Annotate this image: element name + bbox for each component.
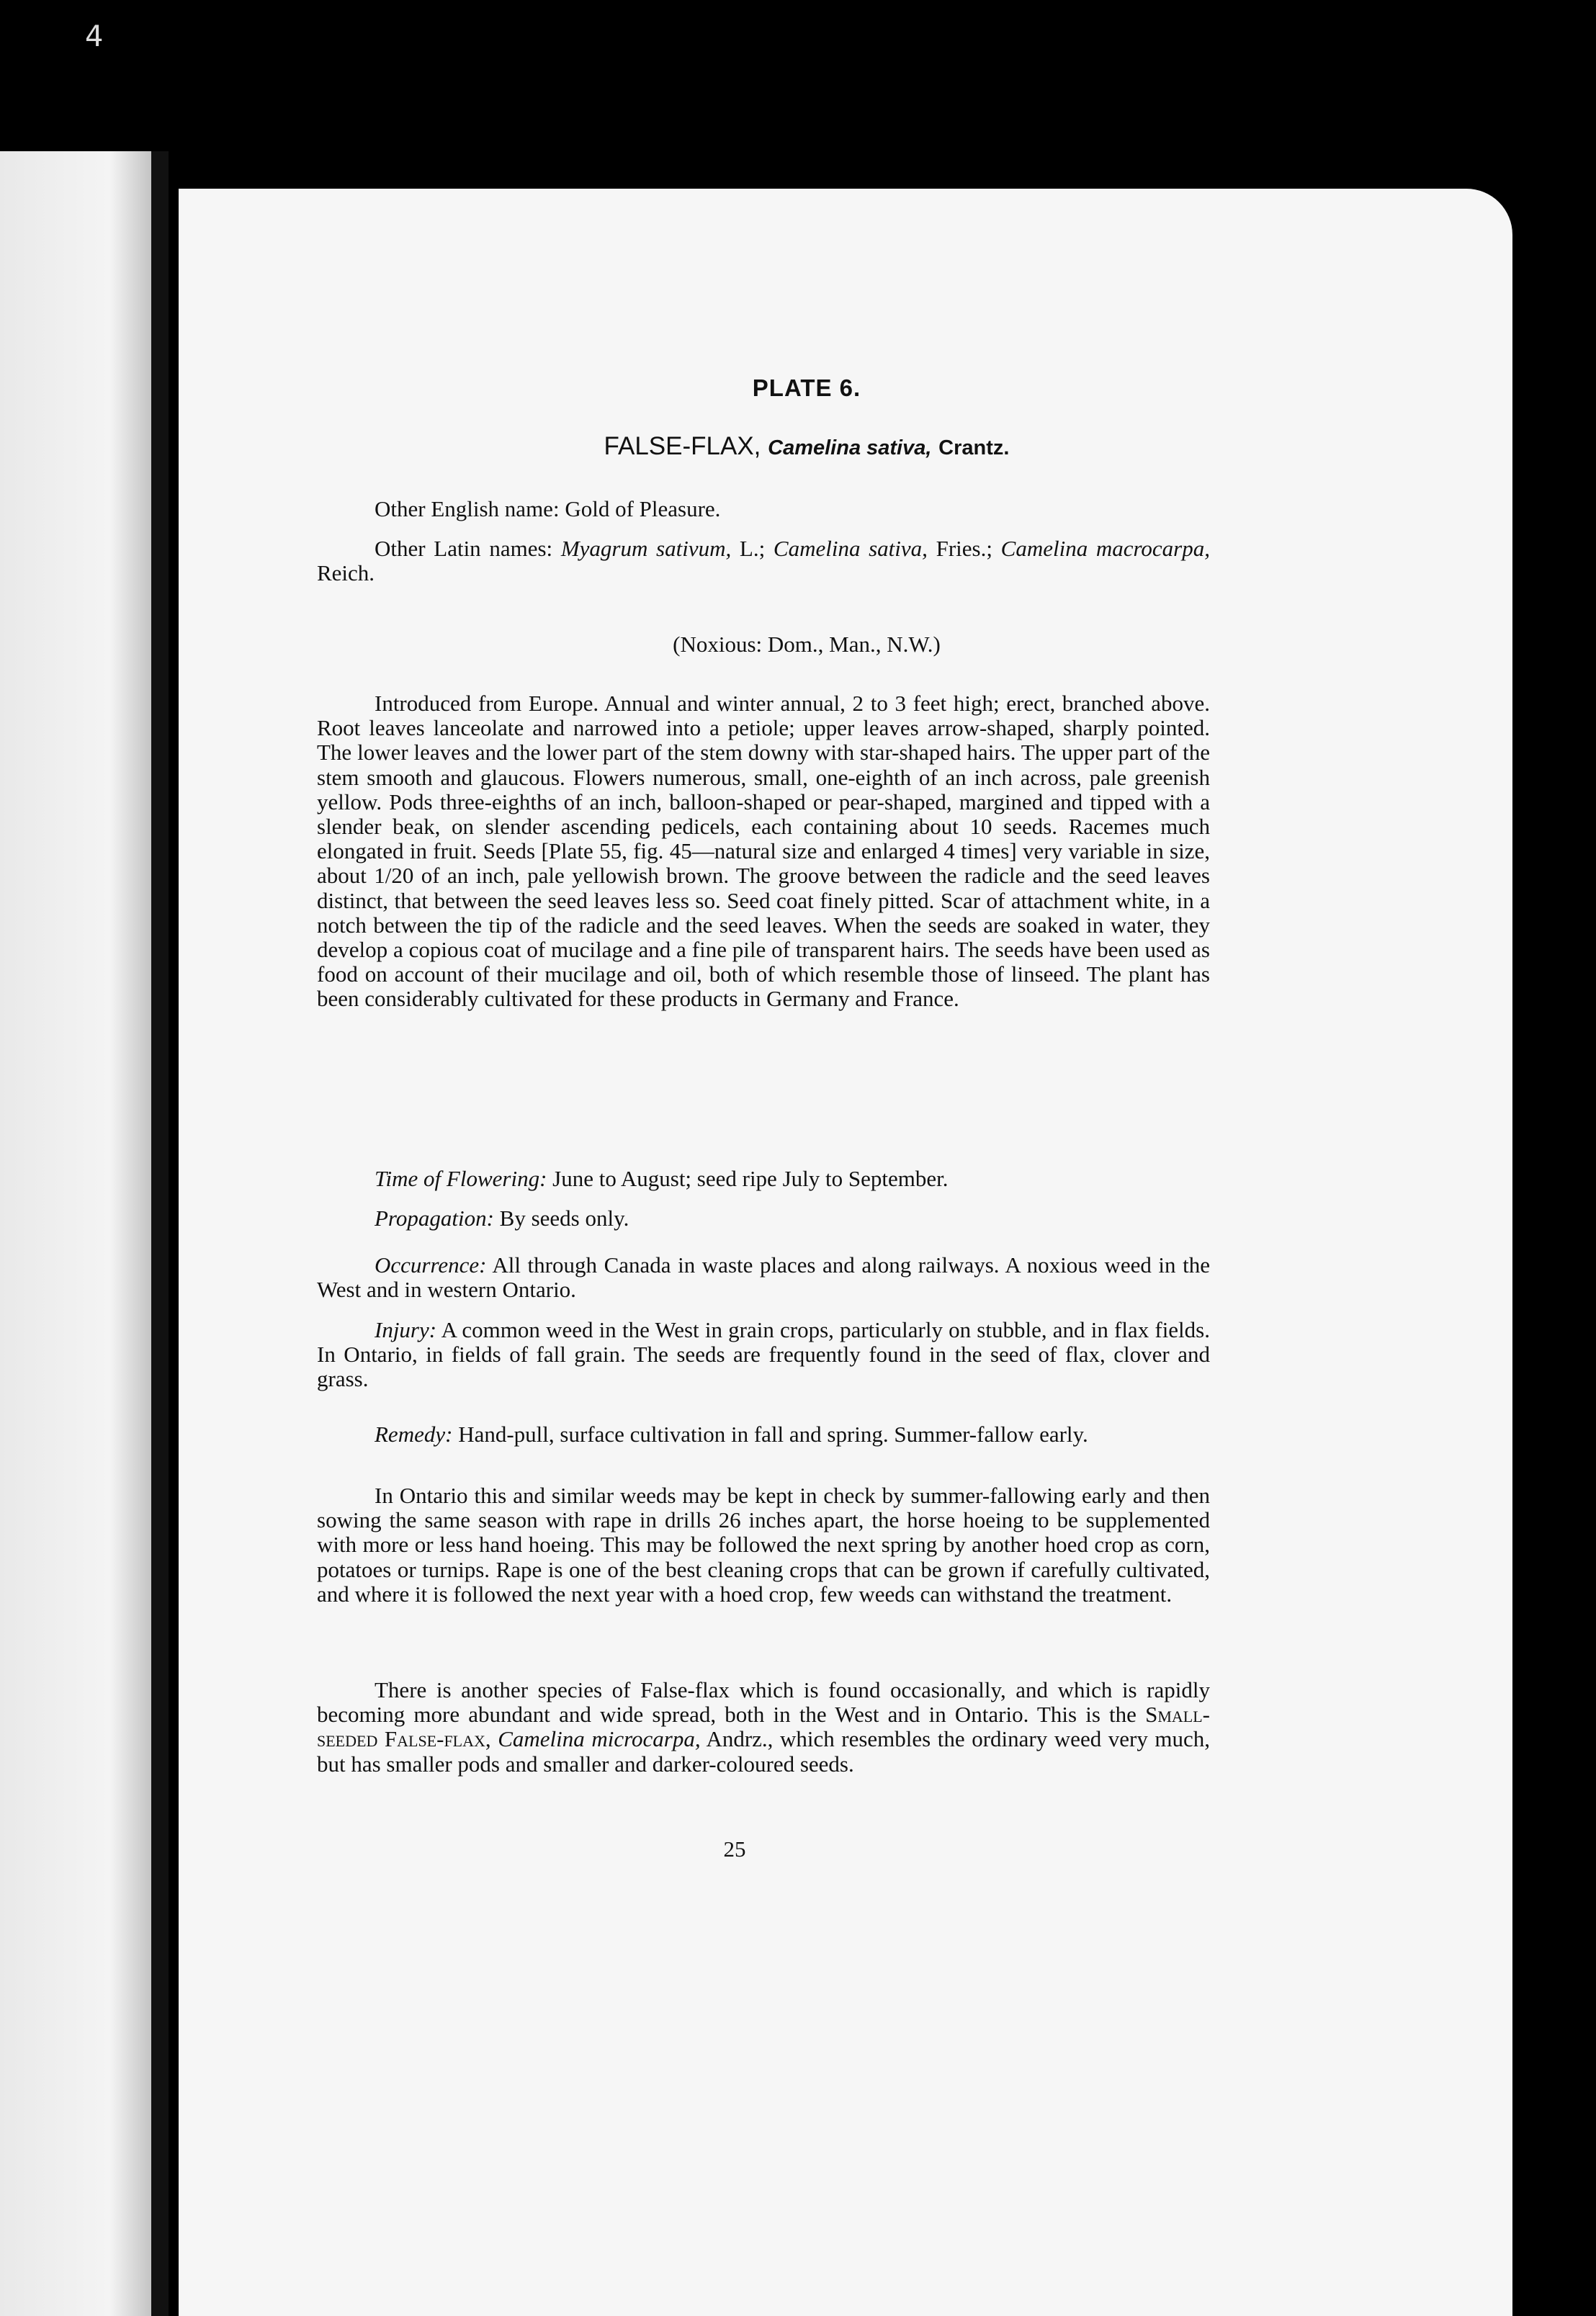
corner-mark: 4: [85, 20, 104, 53]
occurrence-label: Occurrence:: [375, 1252, 487, 1278]
injury-paragraph: [317, 1318, 1210, 1392]
book-gutter: [151, 151, 169, 2316]
latin-author-2: Fries.;: [936, 536, 992, 561]
remedy-value: Hand-pull, surface cultivation in fall and spring. Summer-fallow early.: [458, 1422, 1088, 1447]
injury-label: Injury:: [375, 1317, 437, 1342]
remedy-label: Remedy:: [375, 1422, 453, 1447]
other-latin-label: Other Latin names:: [375, 536, 553, 561]
common-name: FALSE-FLAX,: [604, 432, 761, 460]
remedy-paragraph: [317, 1422, 1210, 1447]
injury-value: A common weed in the West in grain crops, particularly on stubble, and in flax fields. In Ontario, in fields of fall grain. The seeds are frequently found in the seed of flax, clover and grass.: [317, 1317, 1210, 1392]
propagation-paragraph: [317, 1206, 1210, 1231]
species-title: [461, 432, 1152, 461]
propagation-value: By seeds only.: [499, 1206, 629, 1231]
species-note-scientific: Camelina microcarpa,: [498, 1726, 701, 1752]
species-note-after: Andrz., which resembles the ordinary weed very much, but has smaller pods and smaller and darker-coloured seeds.: [317, 1726, 1211, 1777]
propagation-label: Propagation:: [375, 1206, 494, 1231]
latin-name-2: Camelina sativa,: [773, 536, 928, 561]
small-seeded-paragraph: [317, 1678, 1210, 1777]
scientific-name: Camelina sativa,: [768, 436, 932, 459]
species-note-name: Small-seeded False-flax,: [317, 1702, 1210, 1752]
page-number: 25: [723, 1836, 746, 1862]
latin-name-3: Camelina macrocarpa,: [1000, 536, 1210, 561]
left-page-edge: [0, 151, 157, 2316]
flowering-value: June to August; seed ripe July to September.: [552, 1166, 949, 1191]
other-english-name: [317, 497, 1210, 521]
other-latin-names: [317, 537, 1210, 585]
plate-title: PLATE 6.: [752, 374, 861, 401]
authority: Crantz.: [938, 436, 1010, 459]
other-english-label: Other English name:: [375, 496, 560, 521]
flowering-label: Time of Flowering:: [375, 1166, 547, 1191]
latin-name-1: Myagrum sativum,: [560, 536, 732, 561]
description-paragraph: Introduced from Europe. Annual and winter annual, 2 to 3 feet high; erect, branched above. Root leaves lanceolate and narrowed into a petiole; upper leaves arrow-shaped, sharply pointed. The lower leaves and the lower part of the stem downy with star-shaped hairs. The upper part of the stem smooth and glaucous. Flowers numerous, small, one-eighth of an inch across, pale greenish yellow. Pods three-eighths of an inch, balloon-shaped or pear-shaped, margined and tipped with a slender beak, on slender ascending pedicels, each containing about 10 seeds. Racemes much elongated in fruit. Seeds [Plate 55, fig. 45—natural size and enlarged 4 times] very variable in size, about 1/20 of an inch, pale yellowish brown. The groove between the radicle and the seed leaves distinct, that between the seed leaves less so. Seed coat finely pitted. Scar of attachment white, in a notch between the tip of the radicle and the seed leaves. When the seeds are soaked in water, they develop a copious coat of mucilage and a fine pile of transparent hairs. The seeds have been used as food on account of their mucilage and oil, both of which resemble those of linseed. The plant has been considerably cultivated for these products in Germany and France.: [317, 691, 1210, 1012]
noxious-status: (Noxious: Dom., Man., N.W.): [673, 632, 941, 657]
latin-author-1: L.;: [739, 536, 766, 561]
occurrence-paragraph: [317, 1253, 1210, 1302]
occurrence-value: All through Canada in waste places and along railways. A noxious weed in the West and in western Ontario.: [317, 1252, 1210, 1303]
other-english-value: Gold of Pleasure.: [565, 496, 721, 521]
flowering-paragraph: [317, 1167, 1210, 1191]
ontario-paragraph: In Ontario this and similar weeds may be kept in check by summer-fallowing early and then sowing the same season with rape in drills 26 inches apart, the horse hoeing to be supplemented with more or less hand hoeing. This may be followed the next spring by another hoed crop as corn, potatoes or turnips. Rape is one of the best cleaning crops that can be grown if carefully cultivated, and where it is followed the next year with a hoed crop, few weeds can withstand the treatment.: [317, 1483, 1210, 1607]
latin-author-3: Reich.: [317, 560, 375, 586]
species-note-before: There is another species of False-flax which is found occasionally, and which is rapidly becoming more abundant and wide spread, both in the West and in Ontario. This is the: [317, 1677, 1210, 1728]
